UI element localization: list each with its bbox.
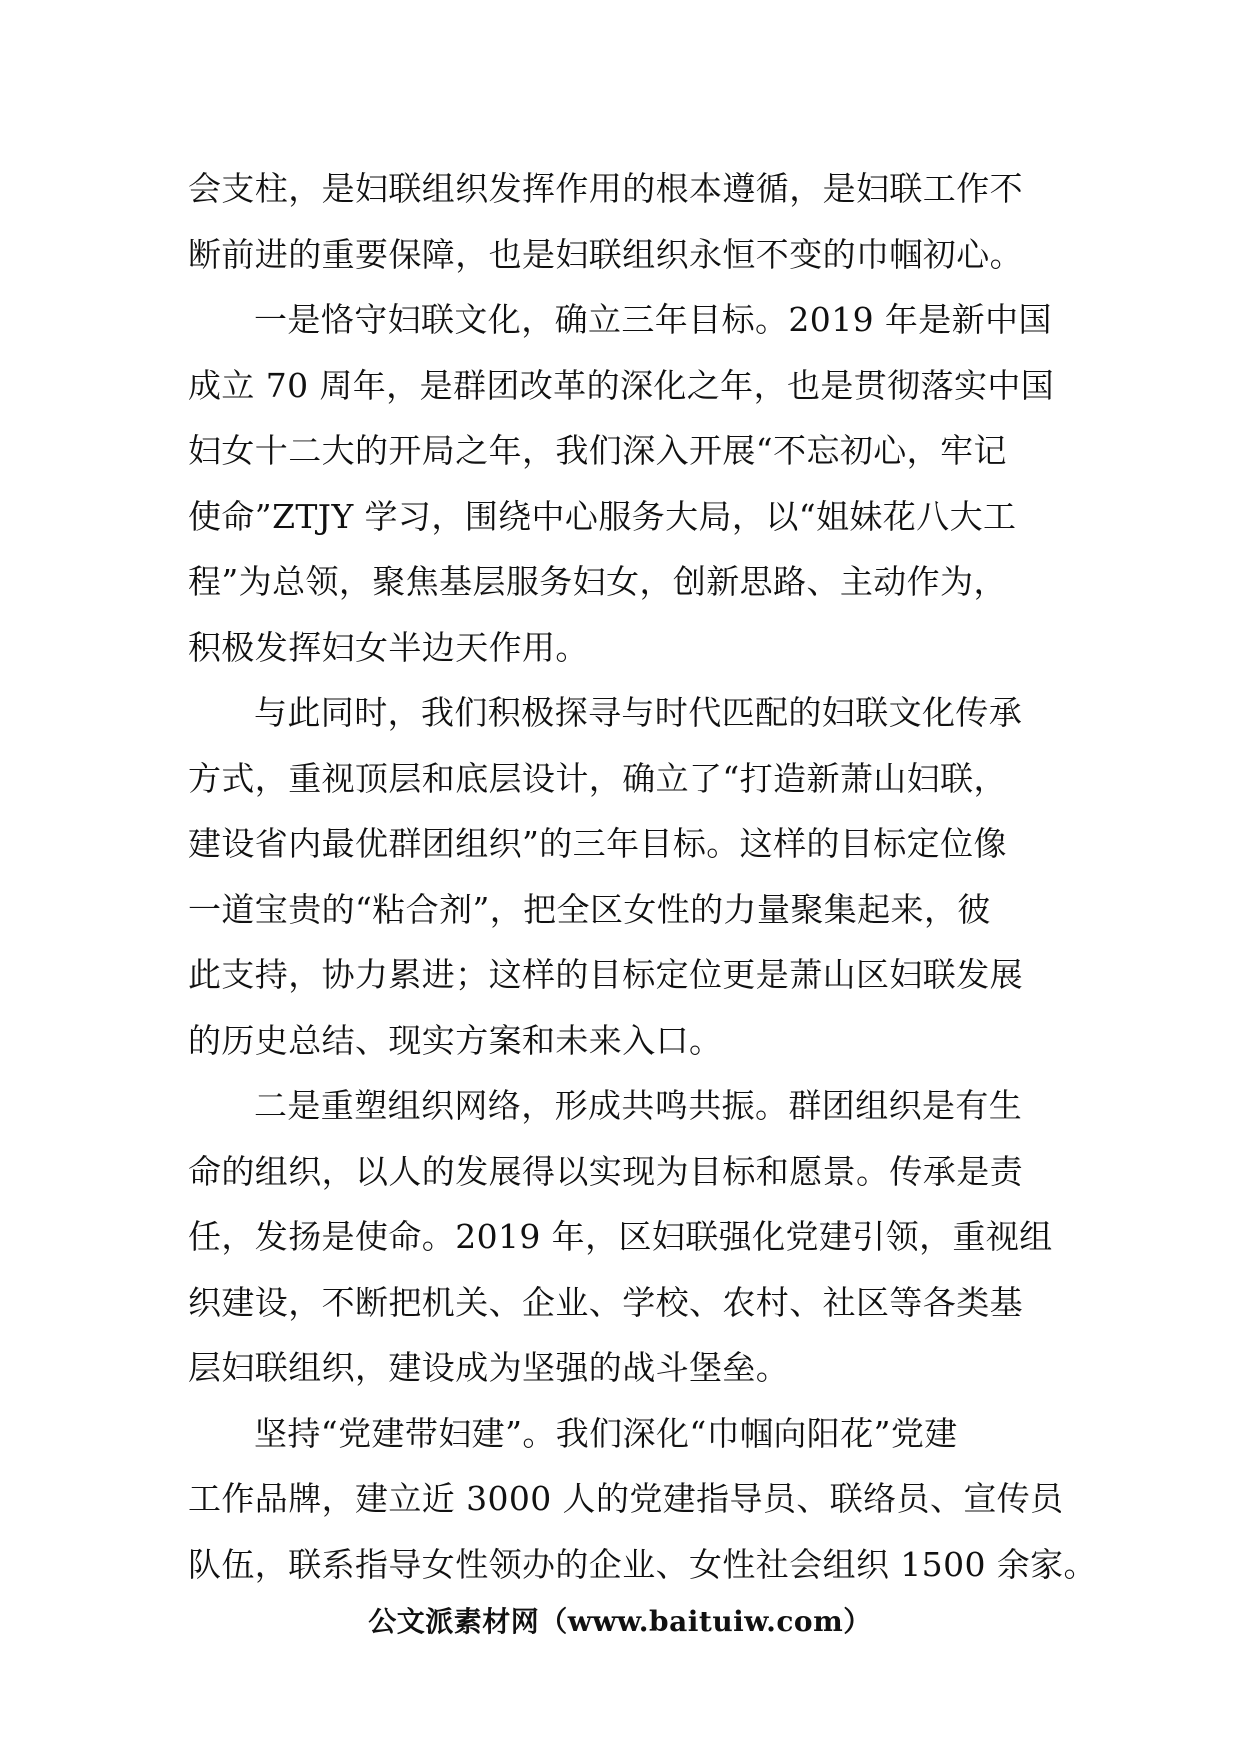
text-line: 妇女十二大的开局之年，我们深入开展“不忘初心，牢记 [188, 431, 1007, 470]
footer-watermark: 公文派素材网（www.baituiw.com） [368, 1605, 872, 1638]
text-line: 的历史总结、现实方案和未来入口。 [188, 1020, 723, 1060]
text-line: 建设省内最优群团组织”的三年目标。这样的目标定位像 [188, 824, 1007, 863]
text-line: 二是重塑组织网络，形成共鸣共振。群团组织是有生 [254, 1086, 1023, 1125]
text-line: 断前进的重要保障，也是妇联组织永恒不变的巾帼初心。 [188, 234, 1023, 274]
text-line: 此支持，协力累进；这样的目标定位更是萧山区妇联发展 [188, 955, 1023, 994]
text-line: 一道宝贵的“粘合剂”，把全区女性的力量聚集起来，彼 [188, 889, 991, 929]
text-line: 工作品牌，建立近 3000 人的党建指导员、联络员、宣传员 [188, 1479, 1064, 1518]
text-line: 与此同时，我们积极探寻与时代匹配的妇联文化传承 [254, 693, 1023, 732]
text-line: 队伍，联系指导女性领办的企业、女性社会组织 1500 余家。 [188, 1544, 1097, 1584]
text-line: 命的组织，以人的发展得以实现为目标和愿景。传承是责 [188, 1151, 1023, 1191]
text-line: 会支柱，是妇联组织发挥作用的根本遵循，是妇联工作不 [188, 169, 1023, 208]
text-line: 任，发扬是使命。2019 年，区妇联强化党建引领，重视组 [188, 1217, 1053, 1256]
text-line: 积极发挥妇女半边天作用。 [188, 627, 589, 667]
text-line: 织建设，不断把机关、企业、学校、农村、社区等各类基 [188, 1282, 1023, 1322]
text-line: 坚持“党建带妇建”。我们深化“巾帼向阳花”党建 [254, 1413, 958, 1453]
text-line: 层妇联组织，建设成为坚强的战斗堡垒。 [188, 1348, 790, 1387]
text-line: 程”为总领，聚焦基层服务妇女，创新思路、主动作为， [188, 562, 1007, 601]
text-line: 成立 70 周年，是群团改革的深化之年，也是贯彻落实中国 [188, 365, 1055, 405]
body-text [188, 156, 1097, 1597]
text-line: 使命”ZTJY 学习，围绕中心服务大局，以“姐妹花八大工 [188, 496, 1017, 536]
text-line: 一是恪守妇联文化，确立三年目标。2019 年是新中国 [254, 300, 1052, 339]
text-line: 方式，重视顶层和底层设计，确立了“打造新萧山妇联， [188, 758, 1007, 798]
